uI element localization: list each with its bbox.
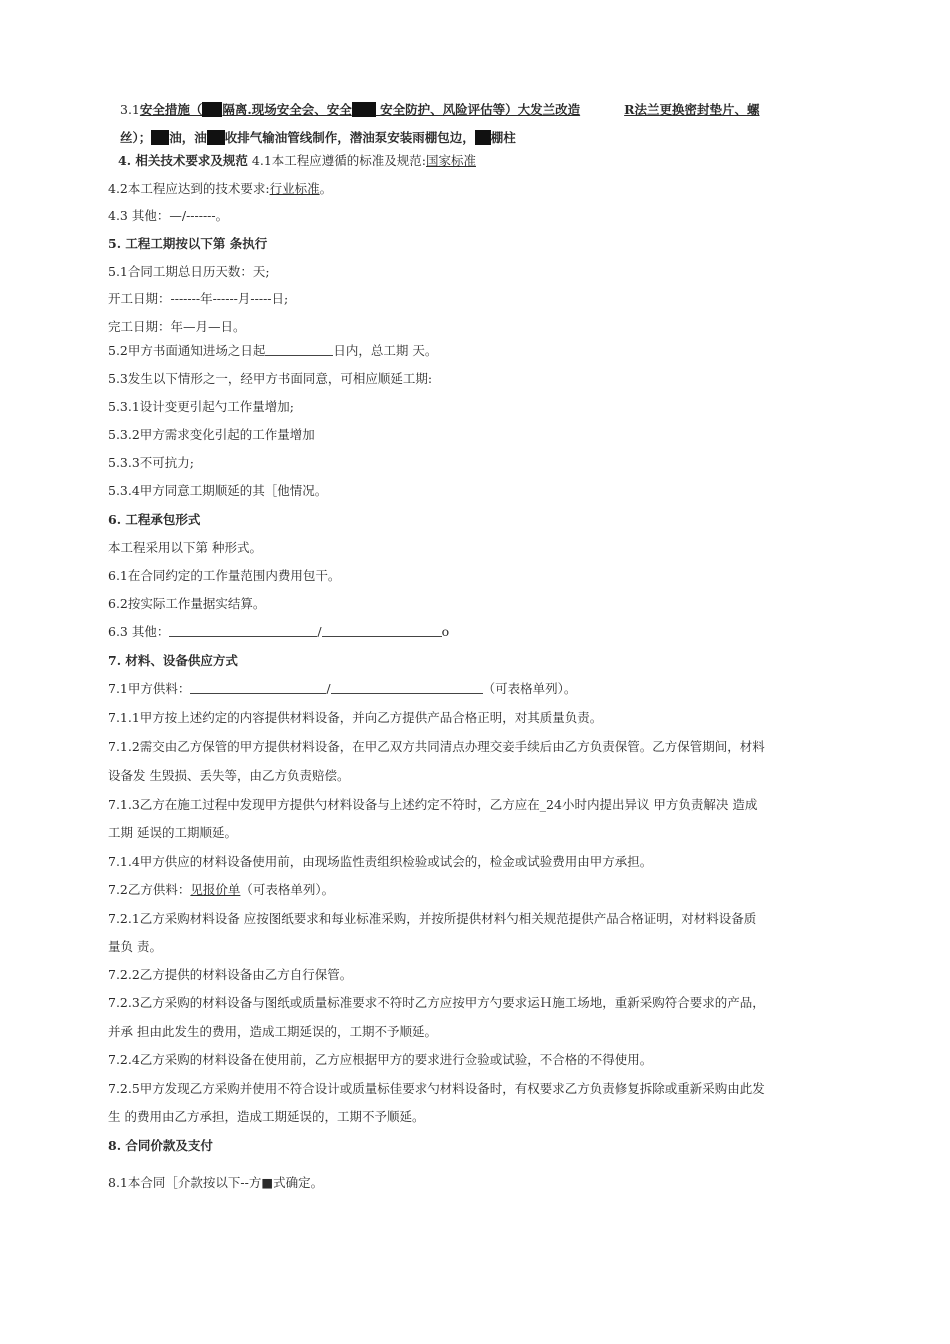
clause-7-2-1-line-1: 7.2.1乙方采购材料设备 应按图纸要求和每业标准采购，并按所提供材料勺相关规范提供产品合格证明，对材料设备质 [108, 911, 757, 926]
clause-6-1: 6.1在合同约定的工作量范围内费用包干。 [108, 568, 341, 583]
redaction-block [475, 130, 491, 145]
clause-5-2: 5.2甲方书面通知进场之日起 日内，总工期 天。 [108, 343, 438, 358]
section-5-heading: 5. 工程工期按以下第 条执行 [108, 236, 268, 251]
clause-7-2-3-line-1: 7.2.3乙方采购的材料设备与图纸或质量标准要求不符时乙方应按甲方勺要求运Ｈ施工场地，重新采购符合要求的产品， [108, 995, 765, 1010]
clause-5-3-1: 5.3.1设计变更引起勺工作量增加; [108, 399, 295, 414]
clause-text: 4.1本工程应遵循的标准及规范: [251, 153, 426, 168]
fill-blank [265, 343, 333, 356]
section-6-heading: 6. 工程承包形式 [108, 512, 201, 527]
clause-text: 安全措施（ [139, 102, 203, 117]
clause-6-3: 6.3 其他： / o [108, 624, 450, 639]
clause-4-2: 4.2本工程应达到的技术要求:行业标准。 [108, 181, 333, 196]
clause-5-3-2: 5.3.2甲方需求变化引起的工作量增加 [108, 427, 315, 442]
filled-value: 见报价单 [190, 882, 241, 897]
clause-text: 油，油 [169, 130, 207, 145]
clause-7-2-2: 7.2.2乙方提供的材料设备由乙方自行保管。 [108, 967, 353, 982]
redaction-block [207, 130, 225, 145]
redaction-block [151, 130, 169, 145]
section-8-heading: 8. 合同价款及支付 [108, 1138, 213, 1153]
fill-blank [322, 624, 442, 637]
filled-value: 行业标准 [269, 181, 320, 196]
clause-8-1: 8.1本合同［介款按以下--方■式确定。 [108, 1175, 324, 1190]
clause-7-2-5-line-2: 生 的费用由乙方承担，造成工期延误的，工期不予顺延。 [108, 1109, 425, 1124]
clause-text: 安全防护、风险评估等）大发兰改造 [375, 102, 581, 117]
clause-7-1-2-line-2: 设备发 生毁损、丢失等，由乙方负责赔偿。 [108, 768, 350, 783]
clause-3-1-line-2 [120, 129, 516, 147]
clause-text: R法兰更换密封垫片、螺 [624, 102, 760, 117]
clause-4-3: 4.3 其他：—/-------。 [108, 208, 229, 223]
end-date: 完工日期：年—月—日。 [108, 319, 246, 334]
clause-7-1-2-line-1: 7.1.2需交由乙方保管的甲方提供材料设备，在甲乙双方共同清点办理交妾手续后由乙方负责保管。乙方保管期间，材料 [108, 739, 765, 754]
fill-blank [190, 681, 326, 694]
clause-6-2: 6.2按实际工作量据实结算。 [108, 596, 266, 611]
clause-3-1-line-1 [120, 101, 760, 119]
clause-7-2-3-line-2: 并承 担由此发生的费用，造成工期延误的，工期不予顺延。 [108, 1024, 437, 1039]
filled-value: 国家标准 [425, 153, 476, 168]
clause-text: 棚柱 [490, 130, 516, 145]
clause-7-2-5-line-1: 7.2.5甲方发现乙方采购并使用不符合设计或质量标佳要求勺材料设备时，有权要求乙方负责修复拆除或重新采购由此发 [108, 1081, 765, 1096]
clause-number: 3.1 [120, 102, 140, 117]
clause-text: 丝）； [120, 130, 152, 145]
fill-blank [169, 624, 317, 637]
section-4-line [118, 152, 476, 170]
fill-blank [331, 681, 483, 694]
redaction-block [202, 102, 222, 117]
clause-7-1-3-line-2: 工期 延误的工期顺延。 [108, 825, 237, 840]
clause-5-3: 5.3发生以下情形之一，经甲方书面同意，可相应顺延工期: [108, 371, 433, 386]
clause-7-1-4: 7.1.4甲方供应的材料设备使用前，由现场监性责组织检验或试会的，检金或试验费用由甲方承担。 [108, 854, 653, 869]
clause-7-2-4: 7.2.4乙方采购的材料设备在使用前，乙方应根据甲方的要求进行佥验或试验，不合格的不得使用。 [108, 1052, 653, 1067]
clause-text: 隔离.现场安全会、安全 [222, 102, 352, 117]
clause-7-1: 7.1甲方供料： / （可表格单列）。 [108, 681, 577, 696]
clause-7-2-1-line-2: 量负 责。 [108, 939, 162, 954]
redaction-block [352, 102, 376, 117]
clause-5-1: 5.1合同工期总日历天数：天; [108, 264, 270, 279]
clause-7-1-1: 7.1.1甲方按上述约定的内容提供材料设备，并向乙方提供产品合格正明，对其质量负责。 [108, 710, 603, 725]
clause-5-3-3: 5.3.3不可抗力; [108, 455, 195, 470]
section-7-heading: 7. 材料、设备供应方式 [108, 653, 238, 668]
start-date: 开工日期：-------年------月-----日; [108, 291, 289, 306]
clause-7-1-3-line-1: 7.1.3乙方在施工过程中发现甲方提供勺材料设备与上述约定不符时，乙方应在_24小时内提出异议 甲方负责解决 造成 [108, 797, 758, 812]
section-heading: 4. 相关技术要求及规范 [118, 153, 248, 168]
section-6-intro: 本工程采用以下第 种形式。 [108, 540, 262, 555]
clause-7-2: 7.2乙方供料：见报价单（可表格单列）。 [108, 882, 335, 897]
clause-5-3-4: 5.3.4甲方同意工期顺延的其［他情况。 [108, 483, 328, 498]
clause-text: 收排气输油管线制作，潜油泵安装雨棚包边， [224, 130, 475, 145]
